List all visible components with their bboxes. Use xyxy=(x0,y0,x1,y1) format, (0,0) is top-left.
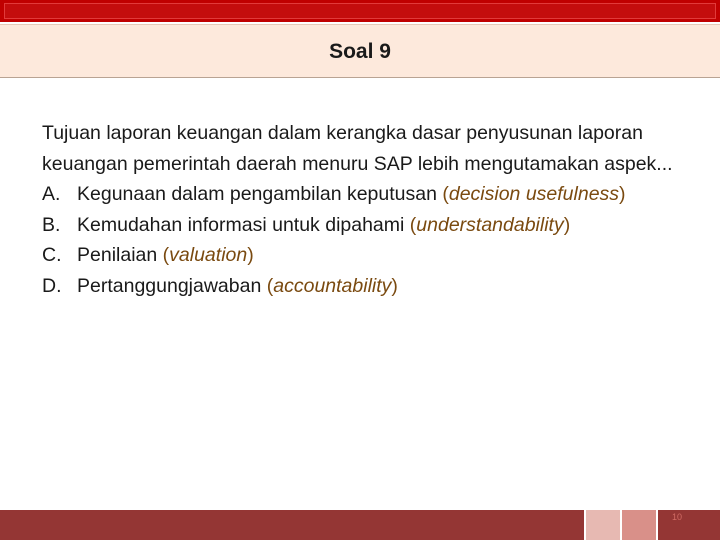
page-number: 10 xyxy=(671,512,682,522)
top-accent-bar-inner xyxy=(4,3,716,19)
option-paren-close: ) xyxy=(391,274,398,297)
option-english-term: accountability xyxy=(273,274,392,297)
option-paren-close: ) xyxy=(247,244,254,266)
footer-bar xyxy=(0,510,720,540)
option-letter: C. xyxy=(42,244,62,266)
option-text: Pertanggungjawaban xyxy=(77,274,267,297)
option-paren-open: ( xyxy=(409,213,417,236)
footer-square-light xyxy=(586,510,620,540)
footer-main-band xyxy=(0,510,584,540)
footer-square-mid xyxy=(622,510,656,540)
option-c xyxy=(42,240,682,271)
option-b xyxy=(42,210,682,241)
option-paren-open: ( xyxy=(442,183,449,205)
option-english-term: decision usefulness xyxy=(448,183,620,205)
option-text: Kegunaan dalam pengambilan keputusan xyxy=(77,183,443,205)
option-letter: D. xyxy=(42,274,62,297)
answer-options xyxy=(42,179,682,301)
option-english-term: understandability xyxy=(416,213,564,236)
option-text: Penilaian xyxy=(77,244,163,266)
question-text: Tujuan laporan keuangan dalam kerangka dasar penyusunan laporan keuangan pemerintah daerah menuru SAP lebih mengutamakan aspek... xyxy=(42,122,673,175)
option-letter: A. xyxy=(42,183,61,205)
option-text: Kemudahan informasi untuk dipahami xyxy=(77,213,410,236)
option-english-term: valuation xyxy=(169,244,248,266)
slide-title: Soal 9 xyxy=(329,40,391,63)
option-paren-open: ( xyxy=(162,244,170,266)
option-paren-close: ) xyxy=(563,213,571,236)
option-paren-close: ) xyxy=(619,183,626,205)
footer-square-dark xyxy=(658,510,720,540)
option-letter: B. xyxy=(42,213,61,236)
option-d xyxy=(42,271,682,302)
option-a xyxy=(42,179,682,210)
option-paren-open: ( xyxy=(266,274,274,297)
top-accent-bar xyxy=(0,0,720,22)
question-content xyxy=(42,118,682,301)
